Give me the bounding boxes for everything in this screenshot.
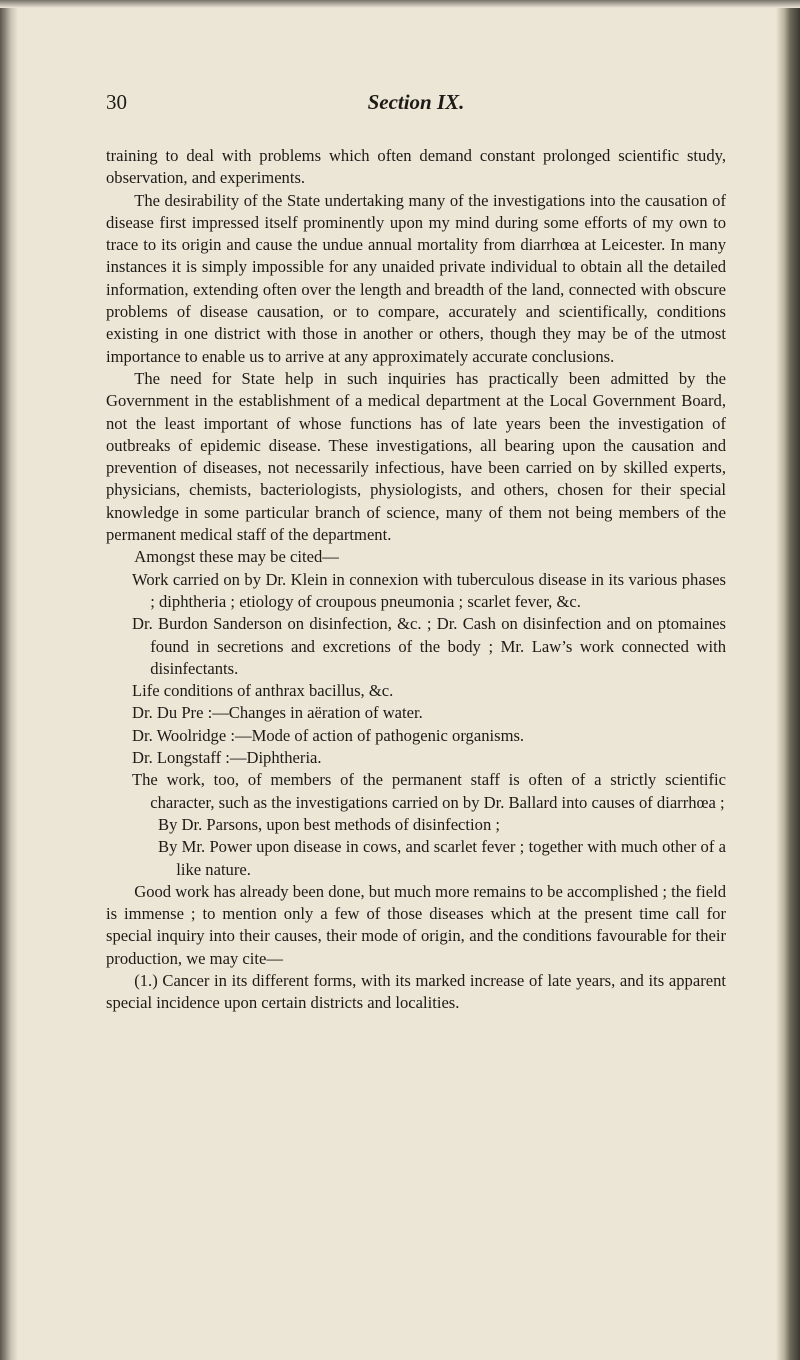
paragraph: (1.) Cancer in its different forms, with its marked increase of late years, and its apparent special incidence upon certain districts and localities. <box>106 970 726 1013</box>
page-number: 30 <box>106 90 127 114</box>
list-item: Life conditions of anthrax bacillus, &c. <box>132 681 394 701</box>
list-item: Work carried on by Dr. Klein in connexion with tuberculous disease in its various phases ; diphtheria ; etiology of croupous pneumonia ; scarlet fever, &c. <box>132 569 726 611</box>
paragraph: Amongst these may be cited— <box>134 547 339 567</box>
list-item: By Dr. Parsons, upon best methods of disinfection ; <box>158 814 500 834</box>
body-text <box>106 145 726 1015</box>
book-page <box>106 90 726 1015</box>
paragraph: The need for State help in such inquiries has practically been admitted by the Government in the establishment of a medical department at the Local Government Board, not the least important of whose functions has of late years been the investigation of outbreaks of epidemic disease. These investigations, all bearing upon the causation and prevention of diseases, not necessarily infectious, have been carried on by skilled experts, physicians, chemists, bacteriologists, physiologists, and others, chosen for their special knowledge in some particular branch of science, many of them not being members of the permanent medical staff of the department. <box>106 368 726 545</box>
page-edge-top <box>0 0 800 8</box>
staff-work-list <box>132 814 726 881</box>
paragraph: The desirability of the State undertaking many of the investigations into the causation of disease first impressed itself prominently upon my mind during some efforts of my own to trace to its origin and cause the undue annual mortality from diarrhœa at Leicester. In many instances it is simply impossible for any unaided private individual to obtain all the detailed information, extending often over the length and breadth of the land, connected with obscure problems of disease causation, or to compare, accurately and scientifically, conditions existing in one district with those in another or others, though they may be of the utmost importance to enable us to arrive at any approximately accurate conclusions. <box>106 190 726 366</box>
paragraph: Good work has already been done, but much more remains to be accomplished ; the field is immense ; to mention only a few of those diseases which at the present time call for special inquiry into their causes, their mode of origin, and the conditions favourable for their production, we may cite— <box>106 881 726 968</box>
list-item: Dr. Woolridge :—Mode of action of pathogenic organisms. <box>132 725 525 745</box>
list-item: Dr. Du Pre :—Changes in aëration of water. <box>132 703 423 723</box>
list-item: Dr. Longstaff :—Diphtheria. <box>132 748 322 768</box>
paragraph: training to deal with problems which often demand constant prolonged scientific study, observation, and experiments. <box>106 146 726 188</box>
list-item: By Mr. Power upon disease in cows, and scarlet fever ; together with much other of a like nature. <box>158 837 726 879</box>
list-item: The work, too, of members of the permanent staff is often of a strictly scientific character, such as the investigations carried on by Dr. Ballard into causes of diarrhœa ; <box>132 770 726 812</box>
running-head <box>106 90 726 120</box>
list-item: Dr. Burdon Sanderson on disinfection, &c. ; Dr. Cash on disinfection and on ptomaines found in secretions and excretions of the body ; Mr. Law’s work connected with disinfectants. <box>132 614 726 678</box>
page-edge-right <box>776 0 800 1360</box>
section-title: Section IX. <box>367 90 465 114</box>
cited-work-list <box>106 569 726 881</box>
page-edge-left <box>0 0 18 1360</box>
